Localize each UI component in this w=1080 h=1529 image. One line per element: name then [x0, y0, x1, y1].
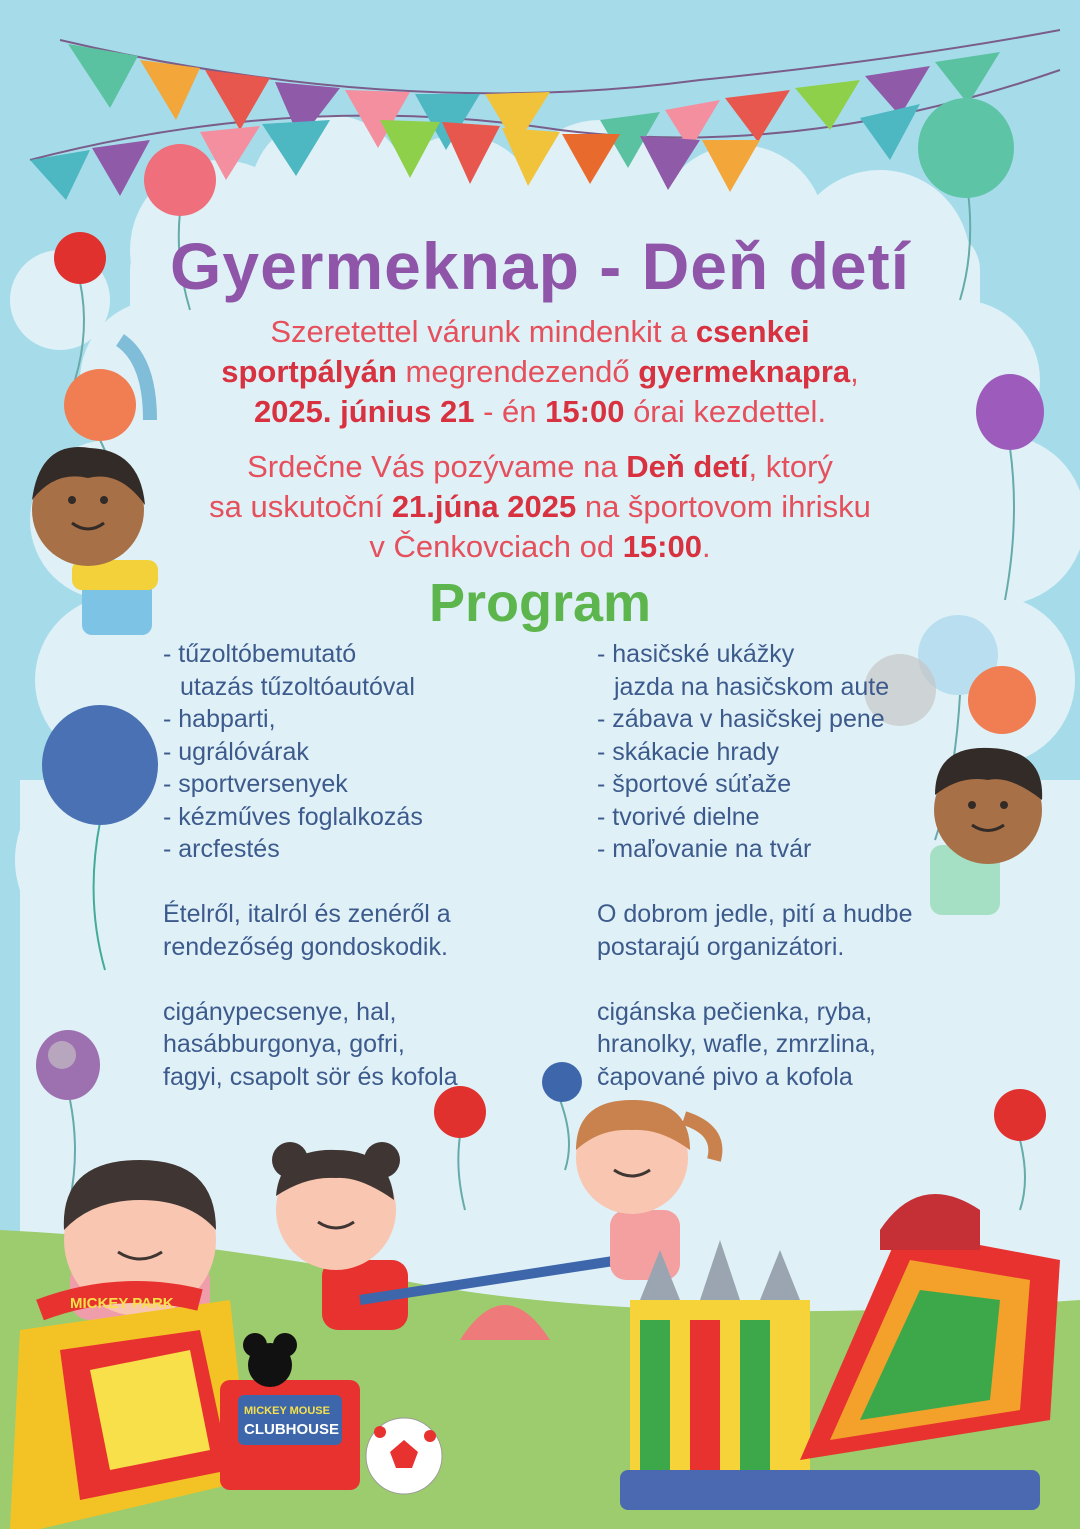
program-item: - arcfestés	[163, 835, 280, 863]
intro-sk-bold: Deň detí	[626, 449, 749, 484]
intro-sk-bold: 15:00	[622, 529, 702, 564]
intro-sk-text: v Čenkovciach od	[369, 529, 623, 564]
intro-sk-text: na športovom ihrisku	[576, 489, 871, 524]
food-note-line: rendezőség gondoskodik.	[163, 932, 448, 961]
food-list-line: čapované pivo a kofola	[597, 1062, 853, 1091]
intro-hu-text: - én	[474, 394, 546, 429]
mickey-clubhouse-label-2: CLUBHOUSE	[244, 1421, 340, 1438]
intro-sk-text: sa uskutoční	[209, 489, 392, 524]
intro-hu-text: megrendezendő	[396, 354, 639, 389]
program-item: - maľovanie na tvár	[597, 835, 812, 863]
intro-hu-bold: csenkei	[695, 314, 810, 349]
program-item: - športové súťaže	[597, 770, 792, 798]
intro-sk-text: Srdečne Vás pozývame na	[247, 449, 627, 484]
program-item: - skákacie hrady	[597, 737, 780, 766]
soccer-ball	[366, 1418, 442, 1494]
page-title: Gyermeknap - Deň detí	[170, 229, 910, 303]
intro-sk-line-2	[0, 487, 1080, 527]
intro-hu-line-2	[0, 352, 1080, 392]
intro-slovak	[0, 447, 1080, 567]
intro-sk-line-1	[0, 447, 1080, 487]
program-list-slovak	[597, 638, 997, 1093]
intro-hu-text: Szeretettel várunk mindenkit a	[270, 314, 696, 349]
program-item: - sportversenyek	[163, 770, 348, 798]
food-note-line: postarajú organizátori.	[597, 932, 845, 961]
program-item: - tűzoltóbemutató	[163, 640, 357, 668]
intro-hu-bold: 2025. június 21	[253, 394, 475, 429]
intro-hu-bold: sportpályán	[221, 354, 397, 389]
food-list-line: fagyi, csapolt sör és kofola	[163, 1062, 458, 1091]
program-item: - zábava v hasičskej pene	[597, 705, 885, 733]
program-item: - kézműves foglalkozás	[163, 802, 423, 831]
intro-hu-bold: gyermeknapra	[638, 354, 851, 389]
intro-hu-line-3	[0, 392, 1080, 432]
intro-hu-text: ,	[850, 354, 859, 389]
intro-sk-text: .	[701, 529, 711, 564]
food-note-line: O dobrom jedle, pití a hudbe	[597, 900, 913, 928]
spacer	[163, 866, 563, 899]
program-item: - habparti,	[163, 705, 276, 733]
spacer	[597, 866, 997, 899]
program-item: - hasičské ukážky	[597, 640, 795, 668]
intro-hu-bold: 15:00	[545, 394, 625, 429]
intro-sk-line-3	[0, 527, 1080, 567]
program-item: utazás tűzoltóautóval	[180, 672, 415, 701]
food-list-line: cigánska pečienka, ryba,	[597, 997, 873, 1026]
program-heading: Program	[428, 573, 652, 633]
intro-hu-line-1	[0, 312, 1080, 352]
food-list-line: cigánypecsenye, hal,	[163, 997, 397, 1026]
program-item: jazda na hasičskom aute	[614, 672, 890, 701]
intro-sk-text: , ktorý	[748, 449, 833, 484]
mickey-park-label: MICKEY PARK	[70, 1295, 174, 1312]
mickey-clubhouse-label-1: MICKEY MOUSE	[244, 1405, 330, 1417]
program-item: - ugrálóvárak	[163, 737, 309, 766]
spacer	[597, 963, 997, 996]
spacer	[163, 963, 563, 996]
program-item: - tvorivé dielne	[597, 802, 760, 831]
intro-hu-text: órai kezdettel.	[624, 394, 827, 429]
food-list-line: hranolky, wafle, zmrzlina,	[597, 1030, 876, 1058]
food-list-line: hasábburgonya, gofri,	[163, 1030, 405, 1058]
intro-hungarian	[0, 312, 1080, 432]
food-note-line: Ételről, italról és zenéről a	[163, 900, 451, 928]
program-list-hungarian	[163, 638, 563, 1093]
intro-sk-bold: 21.júna 2025	[391, 489, 577, 524]
